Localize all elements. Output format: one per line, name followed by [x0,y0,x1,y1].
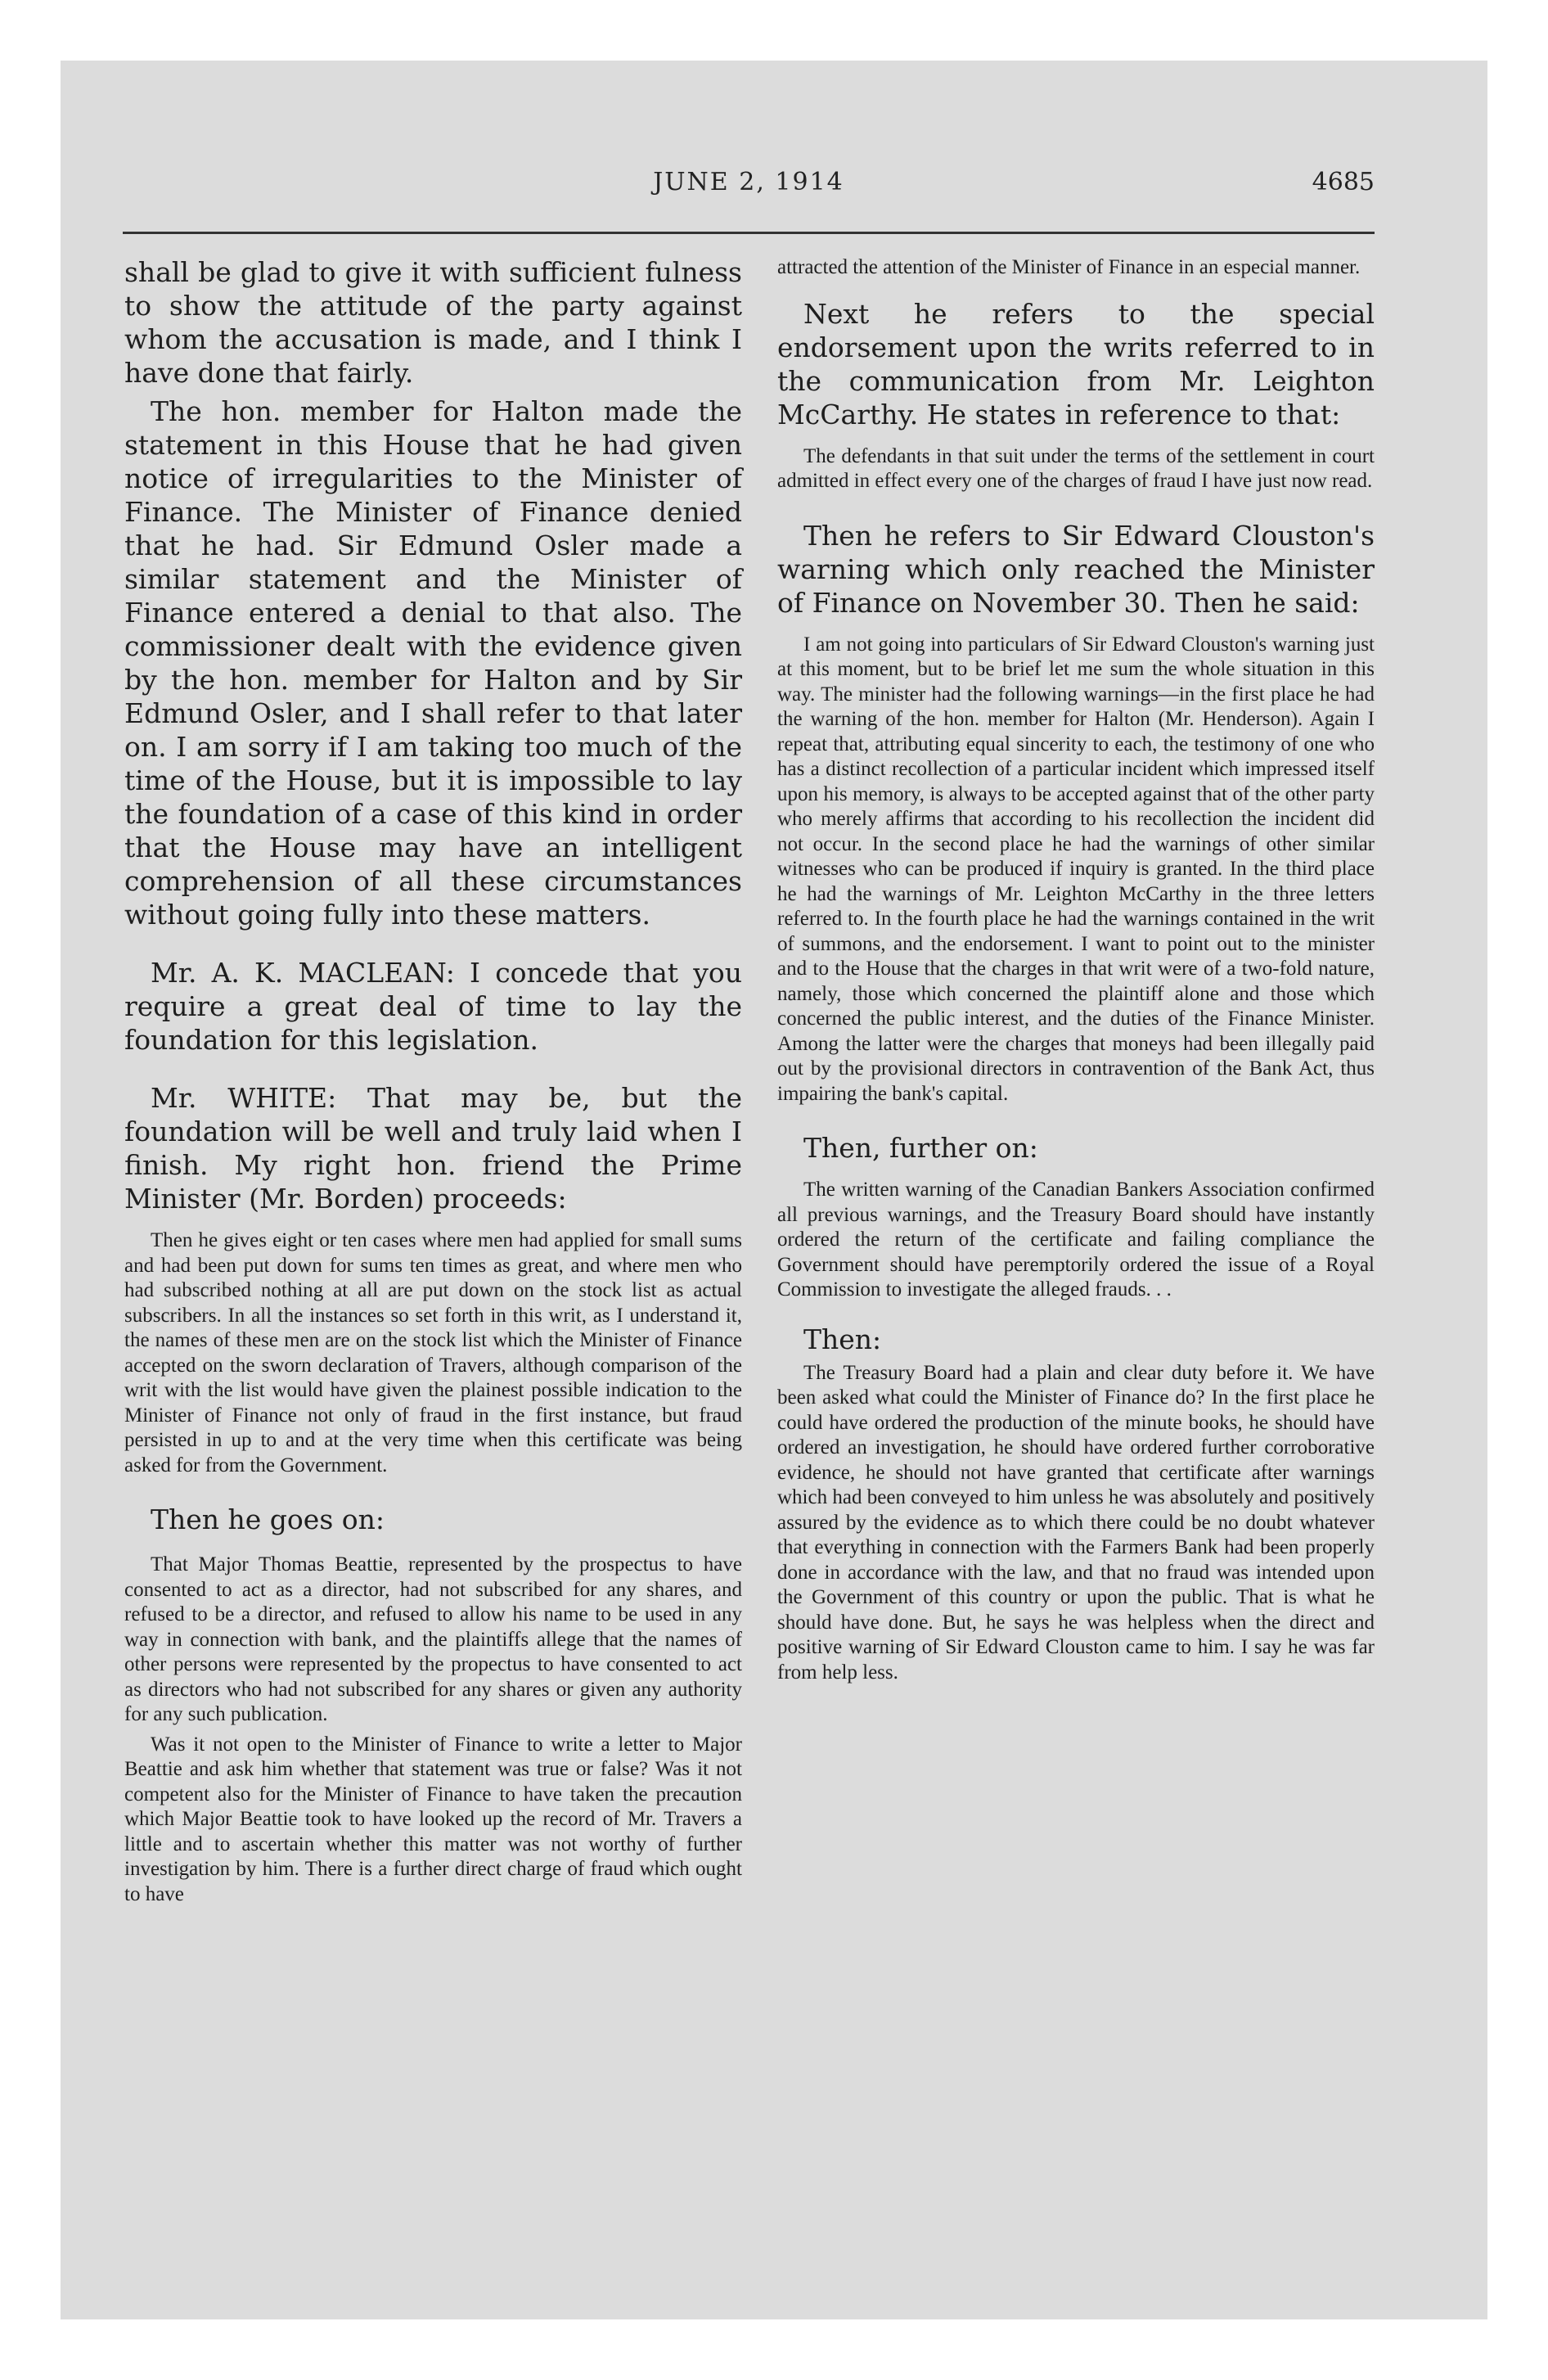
right-quote-3: I am not going into particulars of Sir Edward Clouston's warning just at this moment, but to be brief let me sum the whole situation in this way. The minister had the following warnings—in the first place he had the warning of the hon. member for Halton (Mr. Henderson). Again I repeat that, attributing equal sincerity to each, the testimony of one who has a distinct recollection of a particular incident which impressed itself upon his memory, is always to be accepted against that of the other party who merely affirms that according to his recollection the incident did not occur. In the second place he had the warnings of other similar witnesses who can be produced if inquiry is granted. In the third place he had the warnings of Mr. Leighton McCarthy in the three letters referred to. In the fourth place he had the warnings contained in the writ of summons, and the endorsement. I want to point out to the minister and to the House that the charges in that writ were of a two-fold nature, namely, those which concerned the plaintiff alone and those which concerned the public interest, and the duties of the Finance Minister. Among the latter were the charges that moneys had been illegally paid out by the provisional directors in contravention of the Bank Act, thus impairing the bank's capital. [777,633,1375,1105]
page-header [123,168,1375,209]
left-paragraph-2: The hon. member for Halton made the statement in this House that he had given notice of irregularities to the Minister of Finance. The Minister of Finance denied that he had. Sir Edmund Osler made a similar statement and the Minister of Finance entered a denial to that also. The commissioner dealt with the evidence given by the hon. member for Halton and by Sir Edmund Osler, and I shall refer to that later on. I am sorry if I am taking too much of the time of the House, but it is impossible to lay the foundation of a case of this kind in order that the House may have an intelligent comprehension of all these circumstances without going fully into these matters. [124,395,742,931]
right-quote-1: attracted the attention of the Minister of Finance in an especial manner. [777,256,1361,278]
right-quote-4: The written warning of the Canadian Bankers Association confirmed all previous warnings, and the Treasury Board should have instantly ordered the return of the certificate and failing compliance the Government should have peremptorily ordered the issue of a Royal Commission to investigate the alleged frauds. . . [777,1179,1375,1300]
right-column [777,255,1375,1690]
left-quote-2: That Major Thomas Beattie, represented by the prospectus to have consented to act as a director, had not subscribed for any shares, and refused to be a director, and refused to allow his name to be used in any way in connection with bank, and the plaintiffs allege that the names of other persons were represented by the propectus to have consented to act as directors who had not subscribed for any shares or given any authority for any such publication. [124,1553,742,1725]
left-quote-3: Was it not open to the Minister of Finance to write a letter to Major Beattie and ask him whether that statement was true or false? Was it not competent also for the Minister of Finance to have taken the precaution which Major Beattie took to have looked up the record of Mr. Travers a little and to ascertain whether this matter was not worthy of further investigation by him. There is a further direct charge of fraud which ought to have [124,1733,742,1905]
right-paragraph-1: Next he refers to the special endorsement upon the writs referred to in the communication from Mr. Leighton McCarthy. He states in reference to that: [777,297,1375,430]
white-remark: Mr. WHITE: That may be, but the foundation will be well and truly laid when I finish. My right hon. friend the Prime Minister (Mr. Borden) proceeds: [124,1082,742,1215]
header-date: JUNE 2, 1914 [653,168,844,196]
maclean-remark: Mr. A. K. MACLEAN: I concede that you require a great deal of time to lay the foundation for this legislation. [124,957,742,1056]
left-column [124,255,742,1912]
page-number: 4685 [1312,168,1375,196]
right-paragraph-then: Then: [803,1323,882,1355]
left-quote-1: Then he gives eight or ten cases where men had applied for small sums and had been put down for sums ten times as great, and where men who had subscribed nothing at all are put down on the stock list as actual subscribers. In all the instances so set forth in this writ, as I understand it, the names of these men are on the stock list which the Minister of Finance accepted on the sworn declaration of Travers, although comparison of the writ with the list would have given the plainest possible indication to the Minister of Finance not only of fraud in the first instance, but fraud persisted in up to and at the very time when this certificate was being asked for from the Government. [124,1229,742,1476]
right-paragraph-2: Then he refers to Sir Edward Clouston's warning which only reached the Minister of Finance on November 30. Then he said: [777,519,1375,619]
right-quote-5: The Treasury Board had a plain and clear duty before it. We have been asked what could the Minister of Finance do? In the first place he could have ordered the production of the minute books, he should have ordered an investigation, he should have ordered further corroborative evidence, he should not have granted that certificate after warnings which had been conveyed to him unless he was absolutely and positively assured by the evidence as to which there could be no doubt whatever that everything in connection with the Farmers Bank had been properly done in accordance with the law, and that no fraud was intended upon the Government of this country or upon the public. That is what he should have done. But, he says he was helpless when the direct and positive warning of Sir Edward Clouston came to him. I say he was far from help less. [777,1361,1375,1684]
right-quote-2: The defendants in that suit under the terms of the settlement in court admitted in effect every one of the charges of fraud I have just now read. [777,444,1375,492]
header-rule [123,232,1375,234]
right-paragraph-further-on: Then, further on: [803,1132,1038,1164]
left-paragraph-goes-on: Then he goes on: [151,1503,385,1535]
left-paragraph-1: shall be glad to give it with sufficient fulness to show the attitude of the party against whom the accusation is made, and I think I have done that fairly. [124,256,742,389]
